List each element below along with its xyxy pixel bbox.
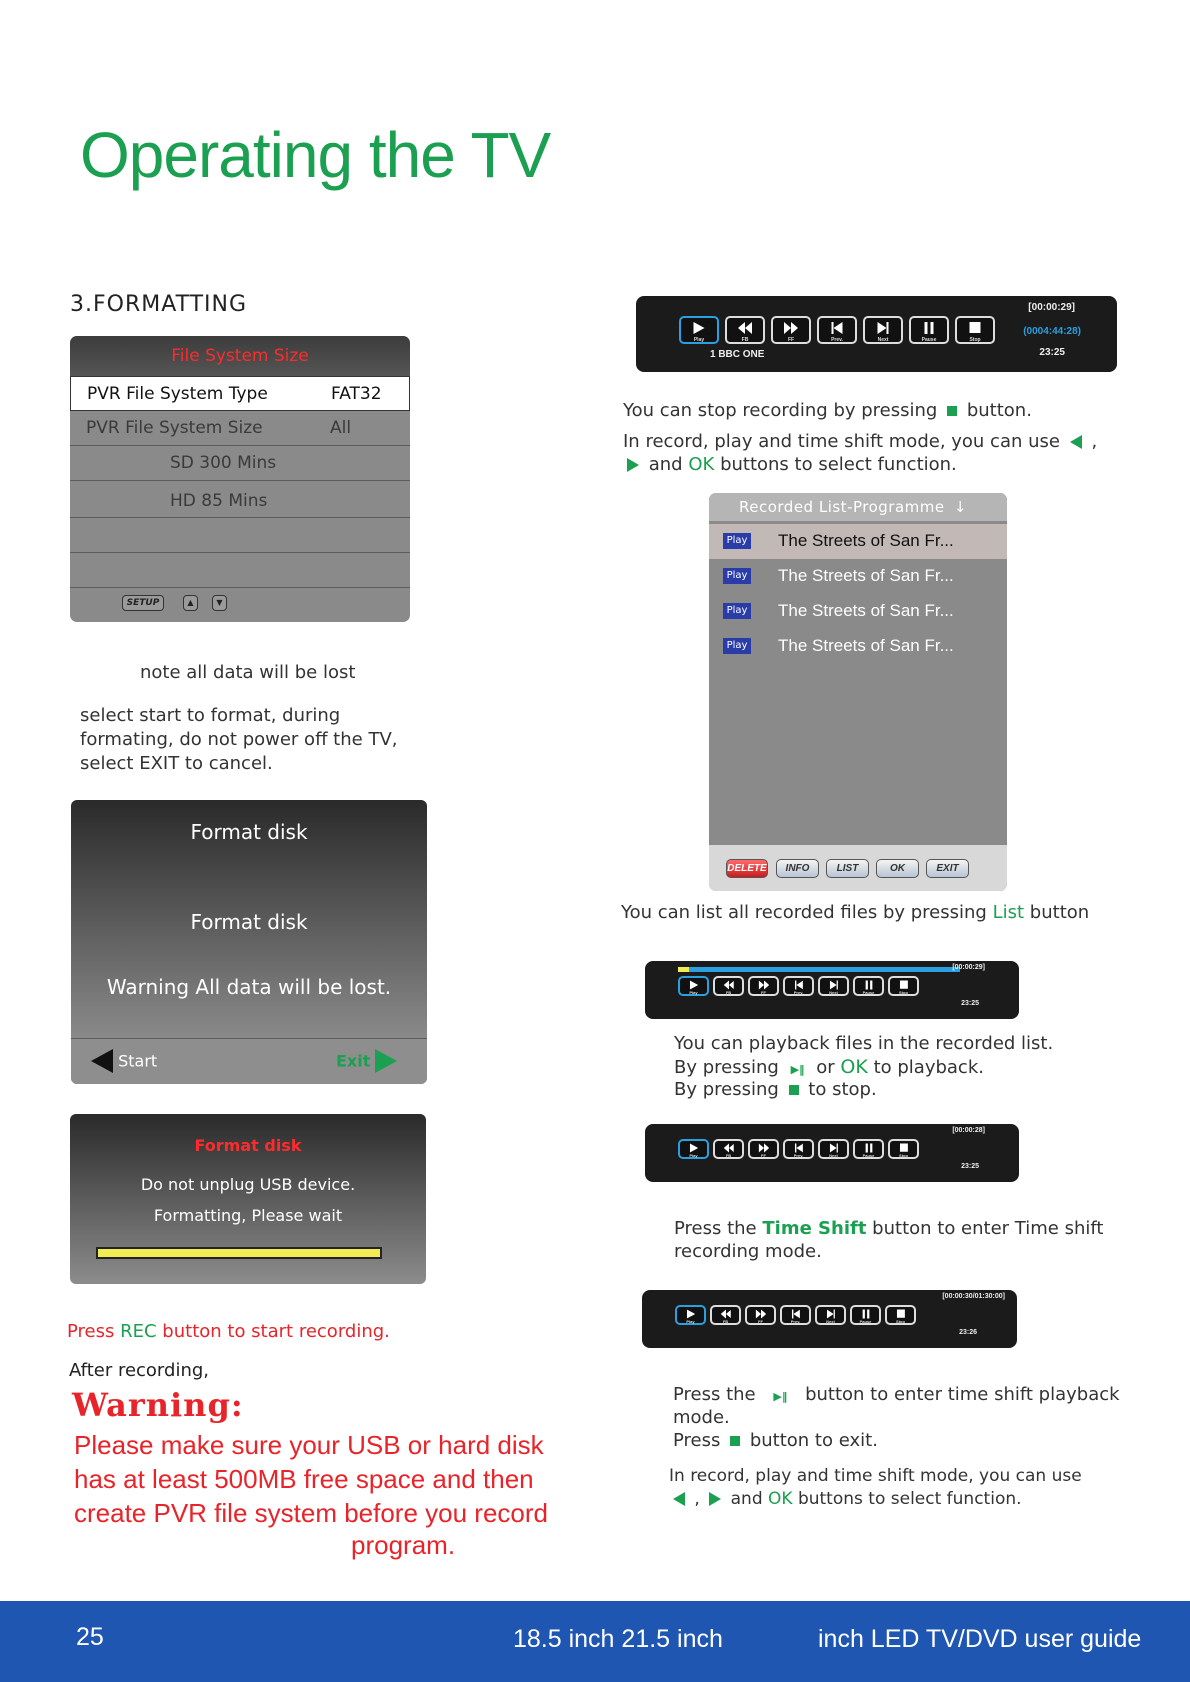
right-arrow-icon	[709, 1492, 721, 1506]
wait-line1: Do not unplug USB device.	[140, 1175, 356, 1194]
pvr-menu-row-empty	[70, 553, 410, 588]
clock: 23:25	[961, 1000, 979, 1007]
pause-button[interactable]	[853, 976, 884, 996]
player-button-label: FB	[725, 1153, 732, 1158]
player-button-label: Play	[689, 1153, 698, 1158]
player-bar-timeshift-playback	[642, 1290, 1017, 1348]
fast-backward-icon	[720, 1309, 731, 1318]
warning-title: Warning:	[72, 1386, 244, 1424]
wait-title: Format disk	[194, 1136, 302, 1155]
fast-forward-button[interactable]	[748, 976, 779, 996]
list-text-a: You can list all recorded files by pressing	[621, 902, 987, 923]
next-button[interactable]	[818, 1139, 849, 1159]
player-button-label: Prev.	[793, 990, 804, 995]
play-button[interactable]	[675, 1305, 706, 1325]
next-button[interactable]	[818, 976, 849, 996]
recorded-list-header	[709, 493, 1007, 521]
end-text-1: In record, play and time shift mode, you can use	[669, 1466, 1082, 1486]
timeshift-text-b: button to enter Time shift	[872, 1218, 1104, 1239]
or-text: or	[816, 1057, 835, 1078]
player-bar-playback	[645, 961, 1019, 1019]
fast-forward-icon	[784, 322, 798, 334]
recorded-item[interactable]	[709, 559, 1007, 594]
recorded-item[interactable]	[709, 524, 1007, 559]
wait-line2: Formatting, Please wait	[153, 1206, 343, 1225]
player-button-label: Prev.	[831, 337, 843, 343]
timeshift-text-c: recording mode.	[674, 1241, 822, 1262]
pvr-row-label: PVR File System Size	[86, 418, 263, 438]
list-key: List	[992, 902, 1025, 923]
to-stop: to stop.	[808, 1079, 877, 1100]
dialog-warning: Warning All data will be lost.	[106, 975, 392, 999]
time-elapsed: [00:00:28]	[952, 1127, 985, 1134]
list-files-text	[621, 901, 1089, 925]
playback-progress-fill	[678, 967, 689, 972]
pvr-menu-footer	[70, 586, 410, 622]
page-title: Operating the TV	[80, 119, 551, 191]
dialog-title: Format disk	[190, 820, 308, 844]
press-label: Press	[67, 1321, 115, 1342]
tsp-text-1	[673, 1383, 1120, 1409]
pause-button[interactable]	[853, 1139, 884, 1159]
fast-backward-button[interactable]	[713, 1139, 744, 1159]
ok-button[interactable]: OK	[876, 859, 919, 878]
player-button-label: Stop	[899, 1153, 908, 1158]
play-pause-icon: ▶‖	[790, 1063, 805, 1076]
stop-square-icon	[947, 406, 957, 416]
pause-icon	[861, 1309, 869, 1318]
and-text: and	[730, 1489, 763, 1509]
previous-button[interactable]	[783, 976, 814, 996]
clock: 23:25	[1039, 347, 1065, 358]
ok-key: OK	[840, 1056, 868, 1078]
stop-text-b: button.	[966, 400, 1032, 421]
previous-icon	[791, 1309, 799, 1318]
player-button-label: Prev.	[793, 1153, 804, 1158]
stop-button[interactable]	[955, 316, 995, 344]
play-button[interactable]	[678, 1139, 709, 1159]
player-button-label: FB	[741, 337, 749, 343]
pvr-row-value: All	[330, 418, 352, 438]
ok-key: OK	[688, 454, 715, 475]
previous-icon	[794, 980, 802, 989]
select-function-text	[623, 430, 1097, 454]
programme-name: The Streets of San Fr...	[778, 566, 954, 585]
footer-guide: inch LED TV/DVD user guide	[818, 1625, 1142, 1653]
up-arrow-key[interactable]: ▲	[183, 595, 198, 611]
select-start-text: select start to format, during formating, do not power off the TV, select EXIT to cancel.	[80, 705, 398, 774]
press: Press	[673, 1430, 721, 1451]
page-footer	[0, 1601, 1190, 1682]
end-text-b: buttons to select function.	[797, 1489, 1022, 1509]
player-button-label: FF	[787, 337, 795, 343]
footer-sizes: 18.5 inch 21.5 inch	[513, 1625, 723, 1653]
tsp-text-d	[673, 1429, 878, 1453]
exit-button[interactable]: EXIT	[926, 859, 969, 878]
fast-forward-icon	[758, 1143, 769, 1152]
play-badge[interactable]: Play	[723, 603, 751, 619]
start-option[interactable]	[91, 1049, 157, 1073]
ok-key: OK	[768, 1489, 793, 1509]
pause-icon	[864, 1143, 872, 1152]
formatting-progress-dialog	[70, 1114, 426, 1284]
play-button[interactable]	[679, 316, 719, 344]
time-elapsed: [00:00:29]	[1028, 302, 1075, 313]
player-button-label: Stop	[969, 337, 981, 343]
time-remaining: (0004:44:28)	[1023, 326, 1081, 337]
left-arrow-icon	[91, 1049, 113, 1073]
right-arrow-icon	[627, 458, 639, 472]
player-button-label: FB	[725, 990, 732, 995]
tsp-text-c: mode.	[673, 1407, 730, 1428]
time-shift-counter: [00:00:30/01:30:00]	[942, 1293, 1005, 1300]
next-button[interactable]	[815, 1305, 846, 1325]
next-button[interactable]	[863, 316, 903, 344]
next-icon	[826, 1309, 834, 1318]
pvr-menu-row-type[interactable]	[70, 376, 410, 411]
time-elapsed: [00:00:29]	[952, 964, 985, 971]
press-rec-rest: button to start recording.	[162, 1321, 390, 1342]
use-text-c: buttons to select function.	[720, 454, 957, 475]
stop-recording-text	[623, 399, 1032, 423]
player-button-label: Next	[826, 1319, 835, 1324]
format-disk-dialog	[71, 800, 427, 1084]
and-text: and	[648, 454, 683, 475]
player-button-label: Pause	[862, 990, 875, 995]
player-button-label: Pause	[859, 1319, 872, 1324]
previous-button[interactable]	[780, 1305, 811, 1325]
player-button-label: FF	[758, 1319, 763, 1324]
stop-icon	[899, 1143, 907, 1152]
clock: 23:25	[961, 1163, 979, 1170]
delete-button[interactable]: DELETE	[726, 859, 768, 878]
timeshift-text	[674, 1217, 1103, 1241]
comma: ,	[694, 1489, 700, 1509]
player-button-label: Prev.	[790, 1319, 801, 1324]
player-button-label: FB	[722, 1319, 729, 1324]
fast-forward-button[interactable]	[745, 1305, 776, 1325]
player-bar-recording	[636, 296, 1117, 372]
info-button[interactable]: INFO	[776, 859, 819, 878]
next-icon	[878, 322, 889, 334]
play-badge[interactable]: Play	[723, 638, 751, 654]
player-button-label: Pause	[862, 1153, 875, 1158]
left-arrow-icon	[1070, 435, 1082, 449]
fast-forward-icon	[758, 980, 769, 989]
down-arrow-key[interactable]: ▼	[212, 595, 227, 611]
pause-icon	[924, 322, 935, 334]
player-bar-timeshift	[645, 1124, 1019, 1182]
stop-icon	[899, 980, 907, 989]
page-number: 25	[76, 1623, 104, 1651]
player-button-label: Play	[689, 990, 698, 995]
pvr-menu-row-sd	[70, 446, 410, 481]
stop-button[interactable]	[885, 1305, 916, 1325]
recorded-item[interactable]	[709, 594, 1007, 629]
player-button-label: FF	[761, 1153, 766, 1158]
section-heading: 3.FORMATTING	[70, 292, 248, 317]
channel-name: 1 BBC ONE	[710, 349, 765, 360]
list-button[interactable]: LIST	[826, 859, 869, 878]
press-rec-text	[67, 1321, 390, 1342]
by-pressing: By pressing	[674, 1079, 779, 1100]
to-exit: button to exit.	[749, 1430, 878, 1451]
pause-icon	[864, 980, 872, 989]
setup-key[interactable]: SETUP	[122, 595, 164, 611]
press-the: Press the	[673, 1384, 756, 1405]
use-text-a: In record, play and time shift mode, you can use	[623, 431, 1060, 452]
play-button[interactable]	[678, 976, 709, 996]
stop-icon	[896, 1309, 904, 1318]
pvr-row-label: PVR File System Type	[87, 384, 268, 404]
dialog-action-bar	[71, 1038, 427, 1084]
clock: 23:26	[959, 1329, 977, 1336]
player-button-label: Next	[829, 990, 838, 995]
recorded-item[interactable]	[709, 629, 1007, 664]
play-pause-icon: ▶‖	[773, 1390, 788, 1403]
right-arrow-icon	[375, 1049, 397, 1073]
previous-icon	[794, 1143, 802, 1152]
recorded-list-title: Recorded List-Programme	[739, 498, 945, 516]
programme-name: The Streets of San Fr...	[778, 531, 954, 550]
left-arrow-icon	[673, 1492, 685, 1506]
player-button-label: FF	[761, 990, 766, 995]
player-button-label: Play	[686, 1319, 695, 1324]
programme-name: The Streets of San Fr...	[778, 601, 954, 620]
play-icon	[694, 322, 705, 334]
pvr-menu-row-size[interactable]	[70, 411, 410, 446]
fast-backward-icon	[723, 980, 734, 989]
arrow-down-icon: ↓	[953, 498, 967, 516]
play-icon	[686, 1309, 694, 1318]
previous-button[interactable]	[817, 316, 857, 344]
play-icon	[689, 1143, 697, 1152]
stop-text-a: You can stop recording by pressing	[623, 400, 938, 421]
recorded-list-panel	[709, 493, 1007, 891]
play-badge[interactable]: Play	[723, 568, 751, 584]
player-button-label: Pause	[921, 337, 937, 343]
stop-icon	[970, 322, 981, 334]
fast-forward-button[interactable]	[771, 316, 811, 344]
pvr-row-label: SD 300 Mins	[170, 453, 277, 473]
programme-name: The Streets of San Fr...	[778, 636, 954, 655]
pvr-row-label: HD 85 Mins	[170, 491, 268, 511]
pvr-menu-row-empty	[70, 518, 410, 553]
playback-text-3	[674, 1078, 877, 1102]
previous-icon	[832, 322, 843, 334]
dialog-subtitle: Format disk	[190, 910, 308, 934]
play-icon	[689, 980, 697, 989]
pvr-menu-panel	[70, 336, 410, 622]
list-text-b: button	[1029, 902, 1090, 923]
player-button-label: Stop	[899, 990, 908, 995]
fast-backward-button[interactable]	[725, 316, 765, 344]
player-button-label: Next	[877, 337, 889, 343]
exit-label: Exit	[336, 1051, 371, 1071]
select-function-text-2	[623, 453, 957, 477]
stop-square-icon	[730, 1436, 740, 1446]
playback-progress-track	[678, 967, 960, 972]
fast-backward-button[interactable]	[710, 1305, 741, 1325]
pause-button[interactable]	[850, 1305, 881, 1325]
fast-forward-icon	[755, 1309, 766, 1318]
pause-button[interactable]	[909, 316, 949, 344]
stop-button[interactable]	[888, 976, 919, 996]
exit-option[interactable]	[336, 1049, 397, 1073]
tsp-text-b: button to enter time shift playback	[805, 1384, 1120, 1405]
playback-text-1: You can playback files in the recorded list.	[674, 1033, 1054, 1054]
player-button-label: Next	[829, 1153, 838, 1158]
by-pressing: By pressing	[674, 1057, 779, 1078]
recorded-list-footer	[709, 845, 1007, 891]
warning-last-line: program.	[351, 1530, 456, 1560]
player-button-label: Play	[693, 337, 705, 343]
comma: ,	[1091, 431, 1098, 452]
stop-square-icon	[789, 1085, 799, 1095]
after-recording-text: After recording,	[69, 1360, 210, 1381]
format-progress-bar	[96, 1247, 382, 1259]
stop-button[interactable]	[888, 1139, 919, 1159]
play-badge[interactable]: Play	[723, 533, 751, 549]
pvr-row-value: FAT32	[331, 384, 382, 404]
to-playback: to playback.	[873, 1057, 984, 1078]
fast-forward-button[interactable]	[748, 1139, 779, 1159]
previous-button[interactable]	[783, 1139, 814, 1159]
time-shift-key: Time Shift	[762, 1218, 867, 1239]
rec-key-label: REC	[120, 1321, 157, 1342]
fast-backward-button[interactable]	[713, 976, 744, 996]
fast-backward-icon	[723, 1143, 734, 1152]
note-text: note all data will be lost	[140, 662, 356, 683]
press-the: Press the	[674, 1218, 757, 1239]
player-button-label: Stop	[896, 1319, 905, 1324]
warning-body: Please make sure your USB or hard disk has at least 500MB free space and then create PVR file system before you record	[74, 1430, 548, 1528]
fast-backward-icon	[738, 322, 752, 334]
end-text-2	[669, 1489, 1022, 1509]
pvr-menu-row-hd	[70, 481, 410, 518]
next-icon	[829, 1143, 837, 1152]
pvr-menu-header: File System Size	[70, 336, 410, 376]
start-label: Start	[118, 1051, 158, 1071]
next-icon	[829, 980, 837, 989]
